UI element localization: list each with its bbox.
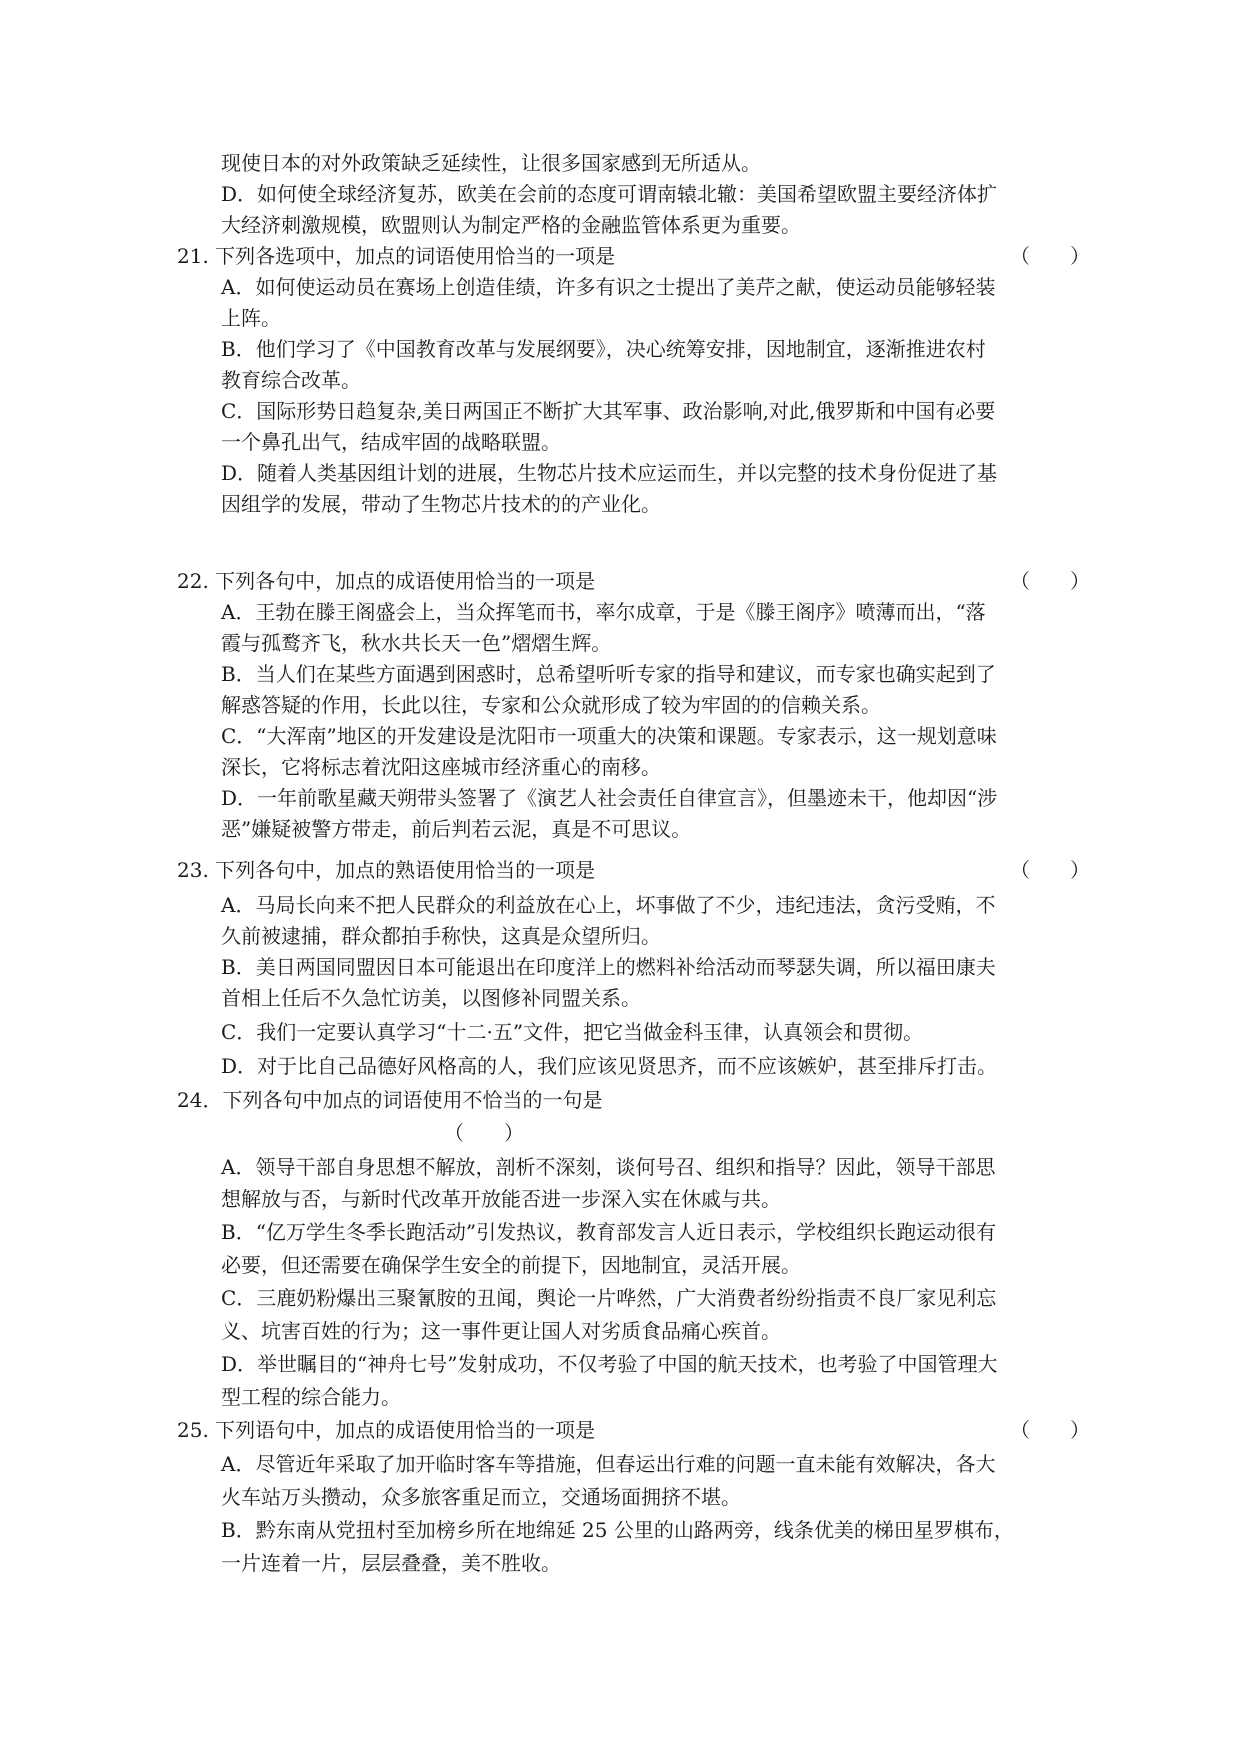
question-23-stem: 23. 下列各句中，加点的熟语使用恰当的一项是 [177, 858, 596, 882]
text-line: 必要，但还需要在确保学生安全的前提下，因地制宜，灵活开展。 [221, 1253, 801, 1277]
text-line: 教育综合改革。 [221, 368, 361, 392]
text-line: 恶”嫌疑被警方带走，前后判若云泥，真是不可思议。 [221, 817, 692, 841]
text-line: 因组学的发展，带动了生物芯片技术的的产业化。 [221, 492, 661, 516]
text-line: 解惑答疑的作用，长此以往，专家和公众就形成了较为牢固的的信赖关系。 [221, 693, 881, 717]
question-22-stem: 22. 下列各句中，加点的成语使用恰当的一项是 [177, 569, 596, 593]
answer-bracket-24: （ ） [444, 1121, 524, 1145]
option-line: A．马局长向来不把人民群众的利益放在心上，坏事做了不少，违纪违法，贪污受贿，不 [221, 893, 996, 917]
text-line: 首相上任后不久急忙访美，以图修补同盟关系。 [221, 986, 641, 1010]
option-line: D．如何使全球经济复苏，欧美在会前的态度可谓南辕北辙：美国希望欧盟主要经济体扩 [221, 182, 998, 206]
text-line: 深长，它将标志着沈阳这座城市经济重心的南移。 [221, 755, 661, 779]
text-line: 霞与孤鹜齐飞，秋水共长天一色”熠熠生辉。 [221, 631, 612, 655]
option-line: A．领导干部自身思想不解放，剖析不深刻，谈何号召、组织和指导？因此，领导干部思 [221, 1155, 996, 1179]
answer-bracket-21: （ ） [1010, 244, 1090, 268]
option-line: B．美日两国同盟因日本可能退出在印度洋上的燃料补给活动而琴瑟失调，所以福田康夫 [221, 955, 996, 979]
option-line: C．三鹿奶粉爆出三聚氰胺的丑闻，舆论一片哗然，广大消费者纷纷指责不良厂家见利忘 [221, 1286, 997, 1310]
text-line: 现使日本的对外政策缺乏延续性，让很多国家感到无所适从。 [221, 151, 761, 175]
text-line: 想解放与否，与新时代改革开放能否进一步深入实在休戚与共。 [221, 1187, 781, 1211]
option-line: B．“亿万学生冬季长跑活动”引发热议，教育部发言人近日表示，学校组织长跑运动很有 [221, 1220, 997, 1244]
question-25-stem: 25. 下列语句中，加点的成语使用恰当的一项是 [177, 1418, 596, 1442]
answer-bracket-23: （ ） [1010, 858, 1090, 882]
option-line: D．对于比自己品德好风格高的人，我们应该见贤思齐，而不应该嫉妒，甚至排斥打击。 [221, 1054, 998, 1078]
option-line: B．当人们在某些方面遇到困惑时，总希望听听专家的指导和建议，而专家也确实起到了 [221, 662, 996, 686]
option-line: B．黔东南从党扭村至加榜乡所在地绵延 25 公里的山路两旁，线条优美的梯田星罗棋布， [221, 1518, 1014, 1542]
option-line: D．举世瞩目的“神舟七号”发射成功，不仅考验了中国的航天技术，也考验了中国管理大 [221, 1352, 998, 1376]
question-24-stem: 24．下列各句中加点的词语使用不恰当的一句是 [177, 1088, 603, 1112]
option-line: C．我们一定要认真学习“十二·五”文件，把它当做金科玉律，认真领会和贯彻。 [221, 1020, 924, 1044]
option-line: C．“大浑南”地区的开发建设是沈阳市一项重大的决策和课题。专家表示，这一规划意味 [221, 724, 997, 748]
option-line: C．国际形势日趋复杂,美日两国正不断扩大其军事、政治影响,对此,俄罗斯和中国有必要 [221, 399, 996, 423]
option-line: A．如何使运动员在赛场上创造佳绩，许多有识之士提出了美芹之献，使运动员能够轻装 [221, 275, 996, 299]
text-line: 火车站万头攒动，众多旅客重足而立，交通场面拥挤不堪。 [221, 1485, 741, 1509]
option-line: A．王勃在滕王阁盛会上，当众挥笔而书，率尔成章，于是《滕王阁序》喷薄而出，“落 [221, 600, 986, 624]
text-line: 上阵。 [221, 306, 281, 330]
text-line: 久前被逮捕，群众都拍手称快，这真是众望所归。 [221, 924, 661, 948]
question-21-stem: 21. 下列各选项中，加点的词语使用恰当的一项是 [177, 244, 616, 268]
answer-bracket-25: （ ） [1010, 1418, 1090, 1442]
text-line: 大经济刺激规模，欧盟则认为制定严格的金融监管体系更为重要。 [221, 213, 801, 237]
option-line: D．一年前歌星藏天朔带头签署了《演艺人社会责任自律宣言》，但墨迹未干，他却因“涉 [221, 786, 998, 810]
answer-bracket-22: （ ） [1010, 569, 1090, 593]
option-line: D．随着人类基因组计划的进展，生物芯片技术应运而生，并以完整的技术身份促进了基 [221, 461, 998, 485]
text-line: 型工程的综合能力。 [221, 1385, 401, 1409]
option-line: B．他们学习了《中国教育改革与发展纲要》，决心统筹安排，因地制宜，逐渐推进农村 [221, 337, 986, 361]
text-line: 一个鼻孔出气，结成牢固的战略联盟。 [221, 430, 561, 454]
text-line: 义、坑害百姓的行为；这一事件更让国人对劣质食品痛心疾首。 [221, 1319, 781, 1343]
option-line: A．尽管近年采取了加开临时客车等措施，但春运出行难的问题一直未能有效解决，各大 [221, 1452, 996, 1476]
text-line: 一片连着一片，层层叠叠，美不胜收。 [221, 1551, 561, 1575]
